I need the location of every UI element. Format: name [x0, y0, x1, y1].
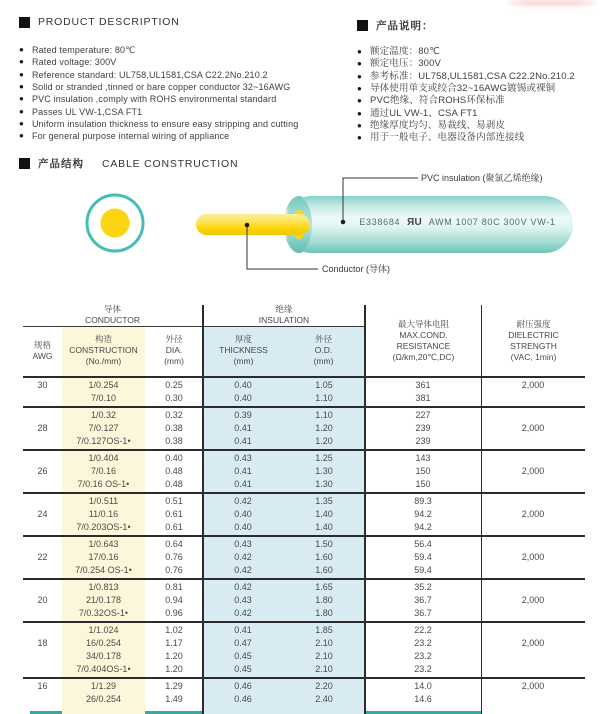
- cable-cross-section-icon: [87, 195, 143, 251]
- bullet-text: 导体使用单支或绞合32~16AWG镀锡或裸铜: [370, 83, 556, 95]
- bullet-text: Rated temperature: 80℃: [32, 45, 136, 55]
- group-conductor-en: CONDUCTOR: [84, 314, 141, 325]
- cell-dia: 0.51 0.61 0.61: [165, 496, 183, 532]
- cell-thickness: 0.42 0.40 0.40: [234, 496, 252, 532]
- cell-awg: 28: [37, 423, 48, 433]
- cable-construction-title-cn: 产品结构: [38, 158, 84, 170]
- cell-dielectric: 2,000: [521, 638, 545, 648]
- column-header-awg: 规格 AWG: [32, 339, 53, 361]
- cell-od: 1.85 2.10 2.10 2.10: [315, 625, 333, 674]
- bullet-icon: ●: [357, 47, 362, 56]
- bullet-icon: ●: [357, 108, 362, 118]
- group-header-conductor: [23, 305, 202, 327]
- cell-od: 1.65 1.80 1.80: [315, 582, 333, 618]
- table-row: [23, 378, 585, 406]
- bullet-icon: ●: [357, 133, 362, 143]
- cell-awg: 18: [37, 638, 48, 648]
- spec-table: [23, 305, 585, 714]
- cell-awg: 20: [37, 595, 48, 605]
- bullet-icon: ●: [19, 131, 24, 141]
- cell-resistance: 14.0 14.6: [414, 681, 432, 704]
- column-header-od: 外径 O.D. (mm): [313, 334, 334, 366]
- cable-diagram: [0, 0, 603, 300]
- cell-construction: 1/1.024 16/0.254 34/0.178 7/0.404OS-1•: [76, 625, 131, 674]
- table-row: [23, 578, 585, 621]
- bullet-text: PVC绝缘、符合ROHS环保标准: [370, 95, 505, 107]
- cable-marking-spec: AWM 1007 80C 300V VW-1: [428, 217, 556, 227]
- bullet-text: 通过UL VW-1、CSA FT1: [370, 107, 478, 119]
- cable-construction-title-en: CABLE CONSTRUCTION: [102, 157, 239, 170]
- cell-dielectric: 2,000: [521, 423, 545, 433]
- cell-construction: 1/0.643 17/0.16 7/0.254 OS-1•: [75, 539, 132, 575]
- bullet-icon: ●: [357, 59, 362, 69]
- cell-thickness: 0.43 0.41 0.41: [234, 453, 252, 489]
- bullet-text: Rated voltage: 300V: [32, 57, 117, 68]
- table-row: [23, 535, 585, 578]
- bullet-text: 参考标准：UL758,UL1581,CSA C22.2No.210.2: [370, 70, 575, 82]
- cell-awg: 16: [37, 681, 48, 691]
- column-header-thickness: 厚度 THICKNESS (mm): [219, 334, 268, 366]
- bullet-text: Reference standard: UL758,UL1581,CSA C22.2No.210.2: [32, 69, 268, 80]
- table-row: [23, 677, 585, 707]
- bullet-text: PVC insulation ,comply with ROHS environmental standard: [32, 94, 277, 105]
- cell-resistance: 361 381: [415, 380, 431, 403]
- column-header-dia: 外径 DIA. (mm): [164, 334, 184, 366]
- cell-dielectric: 2,000: [521, 681, 545, 691]
- bullet-text: Uniform insulation thickness to ensure easy stripping and cutting: [32, 119, 299, 130]
- bullet-icon: ●: [357, 96, 362, 106]
- cell-dielectric: 2,000: [521, 509, 545, 519]
- cell-dia: 1.29 1.49: [165, 681, 183, 704]
- group-conductor-cn: 导体: [103, 304, 121, 314]
- cell-dia: 0.64 0.76 0.76: [165, 539, 183, 575]
- bullet-icon: ●: [19, 69, 24, 79]
- bullet-icon: ●: [357, 84, 362, 94]
- cell-thickness: 0.41 0.47 0.45 0.45: [234, 625, 252, 674]
- table-row: [23, 492, 585, 535]
- cell-dielectric: 2,000: [521, 595, 545, 605]
- cell-awg: 26: [37, 466, 48, 476]
- cell-resistance: 35.2 36.7 36.7: [414, 582, 432, 618]
- cable-marking-cert: E338684: [359, 217, 401, 227]
- cell-awg: 22: [37, 552, 48, 562]
- cell-awg: 30: [37, 380, 48, 390]
- cell-thickness: 0.42 0.43 0.42: [234, 582, 252, 618]
- bullet-icon: ●: [19, 82, 24, 92]
- cell-thickness: 0.46 0.46: [234, 681, 252, 704]
- conductor-rod-icon: [196, 214, 310, 235]
- cell-od: 1.10 1.20 1.20: [315, 410, 333, 446]
- cell-od: 1.50 1.60 1.60: [315, 539, 333, 575]
- bullet-text: 用于一般电子、电器设备内部连接线: [370, 132, 525, 144]
- cell-dielectric: 2,000: [521, 380, 545, 390]
- cell-awg: 24: [37, 509, 48, 519]
- cell-od: 2.20 2.40: [315, 681, 333, 704]
- bullet-text: 额定电压：300V: [370, 58, 442, 70]
- table-body: [23, 376, 585, 707]
- column-header-resistance: 最大导体电阻 MAX.COND. RESISTANCE (Ω/km,20℃,DC): [392, 318, 455, 362]
- table-row: [23, 621, 585, 677]
- product-description-title-text: PRODUCT DESCRIPTION: [38, 16, 180, 28]
- cell-resistance: 227 239 239: [415, 410, 431, 446]
- column-header-construction: 构造 CONSTRUCTION (No./mm): [69, 334, 138, 366]
- group-insulation-en: INSULATION: [258, 314, 310, 325]
- bullet-icon: ●: [19, 119, 24, 129]
- cell-dia: 0.32 0.38 0.38: [165, 410, 183, 446]
- cell-dia: 1.02 1.17 1.20 1.20: [165, 625, 183, 674]
- cell-construction: 1/0.404 7/0.16 7/0.16 OS-1•: [77, 453, 130, 489]
- cell-construction: 1/0.32 7/0.127 7/0.127OS-1•: [76, 410, 131, 446]
- bullet-text: Passes UL VW-1,CSA FT1: [32, 106, 143, 117]
- leader-dot-conductor: [245, 223, 250, 228]
- bullet-icon: ●: [357, 121, 362, 131]
- cell-resistance: 143 150 150: [415, 453, 431, 489]
- pvc-insulation-label: PVC insulation (聚氯乙烯绝缘): [421, 173, 543, 183]
- bullet-icon: ●: [357, 71, 362, 81]
- cell-construction: 1/0.254 7/0.10: [88, 380, 119, 403]
- cell-construction: 1/0.813 21/0.178 7/0.32OS-1•: [78, 582, 129, 618]
- bullet-text: For general purpose internal wiring of appliance: [32, 131, 230, 142]
- cell-construction: 1/1.29 26/0.254: [85, 681, 122, 704]
- group-header-insulation: [204, 305, 364, 327]
- column-header-dielectric: 耐压强度 DIELECTRIC STRENGTH (VAC, 1min): [508, 318, 559, 362]
- bullet-text: 额定温度：80℃: [370, 46, 440, 57]
- bullet-icon: ●: [19, 106, 24, 116]
- bullet-icon: ●: [19, 45, 24, 54]
- bullet-text: 绝缘厚度均匀、易裁线、易剥皮: [370, 120, 506, 132]
- ul-recognized-mark-icon: RU: [407, 217, 422, 228]
- cell-resistance: 22.2 23.2 23.2 23.2: [414, 625, 432, 674]
- cell-thickness: 0.43 0.42 0.42: [234, 539, 252, 575]
- cell-dia: 0.81 0.94 0.96: [165, 582, 183, 618]
- group-insulation-cn: 绝缘: [275, 304, 293, 314]
- cell-thickness: 0.39 0.41 0.41: [234, 410, 252, 446]
- cell-resistance: 89.3 94.2 94.2: [414, 496, 432, 532]
- cell-dia: 0.40 0.48 0.48: [165, 453, 183, 489]
- bullet-icon: ●: [19, 94, 24, 104]
- cable-marking: [340, 217, 575, 228]
- bullet-icon: ●: [19, 57, 24, 67]
- cell-od: 1.35 1.40 1.40: [315, 496, 333, 532]
- product-notes-title-text: 产品说明：: [376, 20, 434, 32]
- cell-od: 1.25 1.30 1.30: [315, 453, 333, 489]
- cell-resistance: 56.4 59.4 59.4: [414, 539, 432, 575]
- table-row: [23, 449, 585, 492]
- cell-dielectric: 2,000: [521, 552, 545, 562]
- cell-thickness: 0.40 0.40: [234, 380, 252, 403]
- table-row: [23, 406, 585, 449]
- cell-dielectric: 2,000: [521, 466, 545, 476]
- table-header: [23, 305, 585, 376]
- cell-od: 1.05 1.10: [315, 380, 333, 403]
- cell-construction: 1/0.511 11/0.16 7/0.203OS-1•: [76, 496, 131, 532]
- conductor-label: Conductor (导体): [322, 264, 391, 274]
- bullet-text: Solid or stranded ,tinned or bare copper conductor 32~16AWG: [32, 82, 291, 93]
- cell-dia: 0.25 0.30: [165, 380, 183, 403]
